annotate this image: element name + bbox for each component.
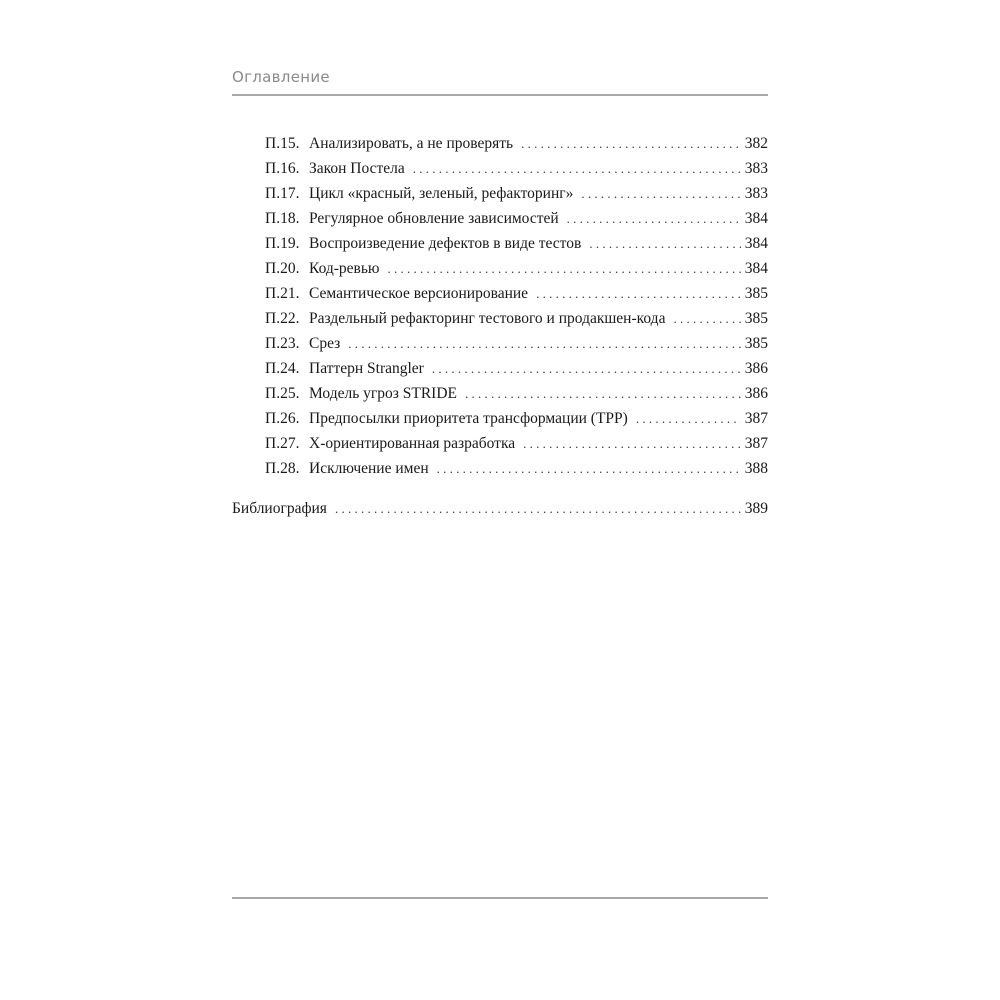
dot-leader	[437, 456, 741, 481]
toc-entry-page: 383	[744, 160, 768, 177]
toc-entry-title: Семантическое версионирование	[309, 285, 529, 302]
toc-entry-number: П.27.	[265, 435, 300, 452]
toc-entry-number: П.19.	[265, 235, 300, 252]
toc-entry-page: 386	[744, 385, 768, 402]
dot-leader	[413, 156, 741, 181]
dot-leader	[673, 306, 740, 331]
table-of-contents	[232, 131, 768, 521]
toc-entry-number: П.26.	[265, 410, 300, 427]
toc-entry-title: Анализировать, а не проверять	[309, 135, 514, 152]
toc-entry[interactable]	[232, 431, 768, 456]
toc-entry-number: П.22.	[265, 310, 300, 327]
dot-leader	[465, 381, 741, 406]
toc-entry-page: 385	[744, 335, 768, 352]
dot-leader	[523, 431, 741, 456]
toc-entry[interactable]	[232, 181, 768, 206]
dot-leader	[636, 406, 741, 431]
toc-entry-number: П.20.	[265, 260, 300, 277]
toc-entry-page: 386	[744, 360, 768, 377]
header-rule	[232, 94, 768, 96]
toc-entry-page: 382	[744, 135, 768, 152]
toc-entry-title: Регулярное обновление зависимостей	[309, 210, 559, 227]
toc-entry[interactable]	[232, 281, 768, 306]
toc-entry-number: П.18.	[265, 210, 300, 227]
toc-entry-page: 385	[744, 310, 768, 327]
toc-entry-page: 384	[744, 210, 768, 227]
toc-entry-bibliography[interactable]	[232, 496, 768, 521]
toc-entry-number: П.17.	[265, 185, 300, 202]
toc-entry[interactable]	[232, 156, 768, 181]
toc-entry-title: Цикл «красный, зеленый, рефакторинг»	[309, 185, 574, 202]
footer-rule	[232, 897, 768, 899]
toc-entry-number: П.25.	[265, 385, 300, 402]
toc-entry-title: Предпосылки приоритета трансформации (TPP)	[309, 410, 628, 427]
dot-leader	[536, 281, 741, 306]
toc-entry[interactable]	[232, 231, 768, 256]
toc-entry[interactable]	[232, 356, 768, 381]
toc-entry-page: 387	[744, 435, 768, 452]
toc-entry[interactable]	[232, 131, 768, 156]
toc-entry-title: Срез	[309, 335, 341, 352]
dot-leader	[335, 496, 741, 521]
toc-entry-page: 389	[744, 500, 768, 517]
toc-entry-number: П.23.	[265, 335, 300, 352]
toc-entry-page: 384	[744, 235, 768, 252]
dot-leader	[589, 231, 740, 256]
toc-entry-number: П.16.	[265, 160, 300, 177]
dot-leader	[567, 206, 741, 231]
toc-entry-number: П.24.	[265, 360, 300, 377]
toc-entry[interactable]	[232, 456, 768, 481]
toc-entry-title: Закон Постела	[309, 160, 405, 177]
toc-entry[interactable]	[232, 206, 768, 231]
toc-entry[interactable]	[232, 306, 768, 331]
dot-leader	[388, 256, 741, 281]
toc-entry-title: X-ориентированная разработка	[309, 435, 516, 452]
toc-entry-page: 388	[744, 460, 768, 477]
toc-entry-title: Библиография	[232, 500, 327, 517]
toc-entry-title: Паттерн Strangler	[309, 360, 424, 377]
running-head: Оглавление	[232, 68, 330, 86]
dot-leader	[348, 331, 740, 356]
toc-entry-title: Раздельный рефакторинг тестового и продакшен-кода	[309, 310, 666, 327]
toc-entry-number: П.15.	[265, 135, 300, 152]
toc-entry-page: 385	[744, 285, 768, 302]
toc-entry[interactable]	[232, 331, 768, 356]
toc-entry[interactable]	[232, 406, 768, 431]
toc-entry[interactable]	[232, 381, 768, 406]
toc-entry-number: П.21.	[265, 285, 300, 302]
toc-entry[interactable]	[232, 256, 768, 281]
toc-entry-title: Модель угроз STRIDE	[309, 385, 457, 402]
toc-entry-title: Воспроизведение дефектов в виде тестов	[309, 235, 582, 252]
toc-entry-page: 384	[744, 260, 768, 277]
toc-entry-title: Код-ревью	[309, 260, 380, 277]
dot-leader	[521, 131, 741, 156]
toc-entry-page: 387	[744, 410, 768, 427]
dot-leader	[432, 356, 741, 381]
toc-entry-page: 383	[744, 185, 768, 202]
dot-leader	[581, 181, 740, 206]
toc-entry-number: П.28.	[265, 460, 300, 477]
toc-entry-title: Исключение имен	[309, 460, 429, 477]
